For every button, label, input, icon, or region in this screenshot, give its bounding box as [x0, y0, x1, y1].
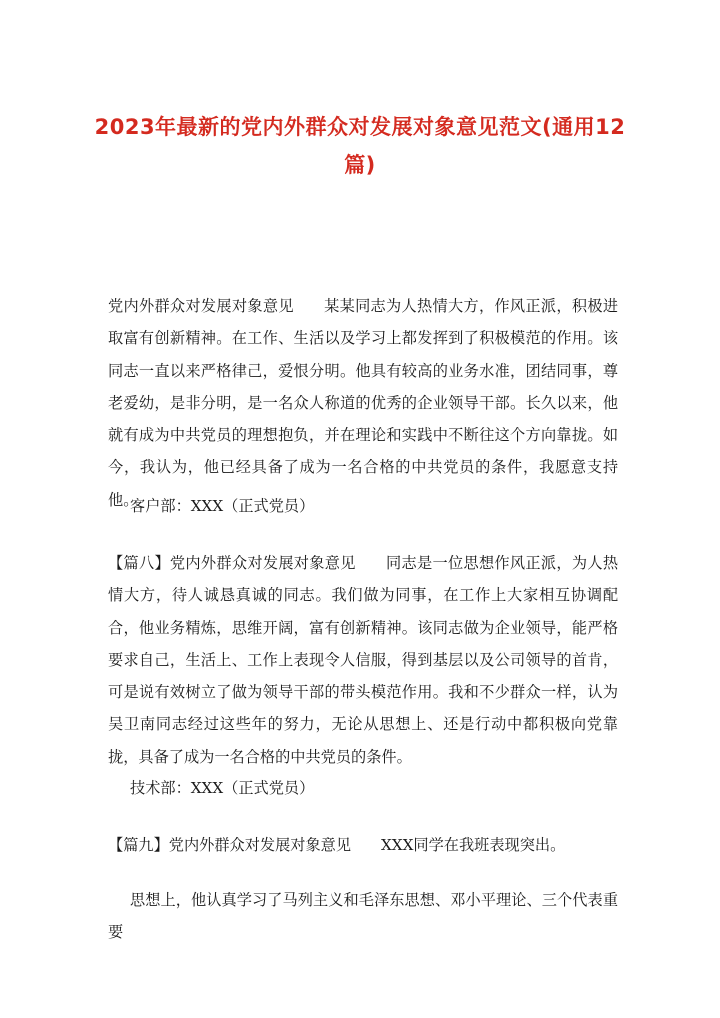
paragraph-1-lead: 党内外群众对发展对象意见: [108, 297, 294, 315]
paragraph-1: [108, 290, 618, 516]
signature-customer-dept: 客户部：XXX（正式党员）: [130, 497, 315, 515]
document-title: 2023年最新的党内外群众对发展对象意见范文(通用12篇): [94, 115, 626, 177]
signature-tech-dept: 技术部：XXX（正式党员）: [130, 779, 315, 797]
paragraph-8: [108, 547, 618, 773]
paragraph-9-text: XXX同学在我班表现突出。: [381, 836, 566, 854]
paragraph-8-lead: 【篇八】党内外群众对发展对象意见: [108, 554, 356, 572]
paragraph-9-lead: 【篇九】党内外群众对发展对象意见: [108, 836, 351, 854]
paragraph-9: [108, 829, 618, 861]
paragraph-9-continued: 思想上，他认真学习了马列主义和毛泽东思想、邓小平理论、三个代表重要: [108, 891, 618, 942]
paragraph-1-text: 某某同志为人热情大方，作风正派，积极进取富有创新精神。在工作、生活以及学习上都发挥到了积极模范的作用。该同志一直以来严格律己，爱恨分明。他具有较高的业务水准，团结同事，尊老爱幼，是非分明，是一名众人称道的优秀的企业领导干部。长久以来，他就有成为中共党员的理想抱负，并在理论和实践中不断往这个方向靠拢。如今，我认为，他已经具备了成为一名合格的中共党员的条件，我愿意支持他。: [108, 297, 619, 509]
paragraph-8-text: 同志是一位思想作风正派，为人热情大方，待人诚恳真诚的同志。我们做为同事，在工作上大家相互协调配合，他业务精炼，思维开阔，富有创新精神。该同志做为企业领导，能严格要求自己，生活上、工作上表现令人信服，得到基层以及公司领导的首肯，可是说有效树立了做为领导干部的带头模范作用。我和不少群众一样，认为吴卫南同志经过这些年的努力，无论从思想上、还是行动中都积极向党靠拢，具备了成为一名合格的中共党员的条件。: [108, 554, 619, 766]
